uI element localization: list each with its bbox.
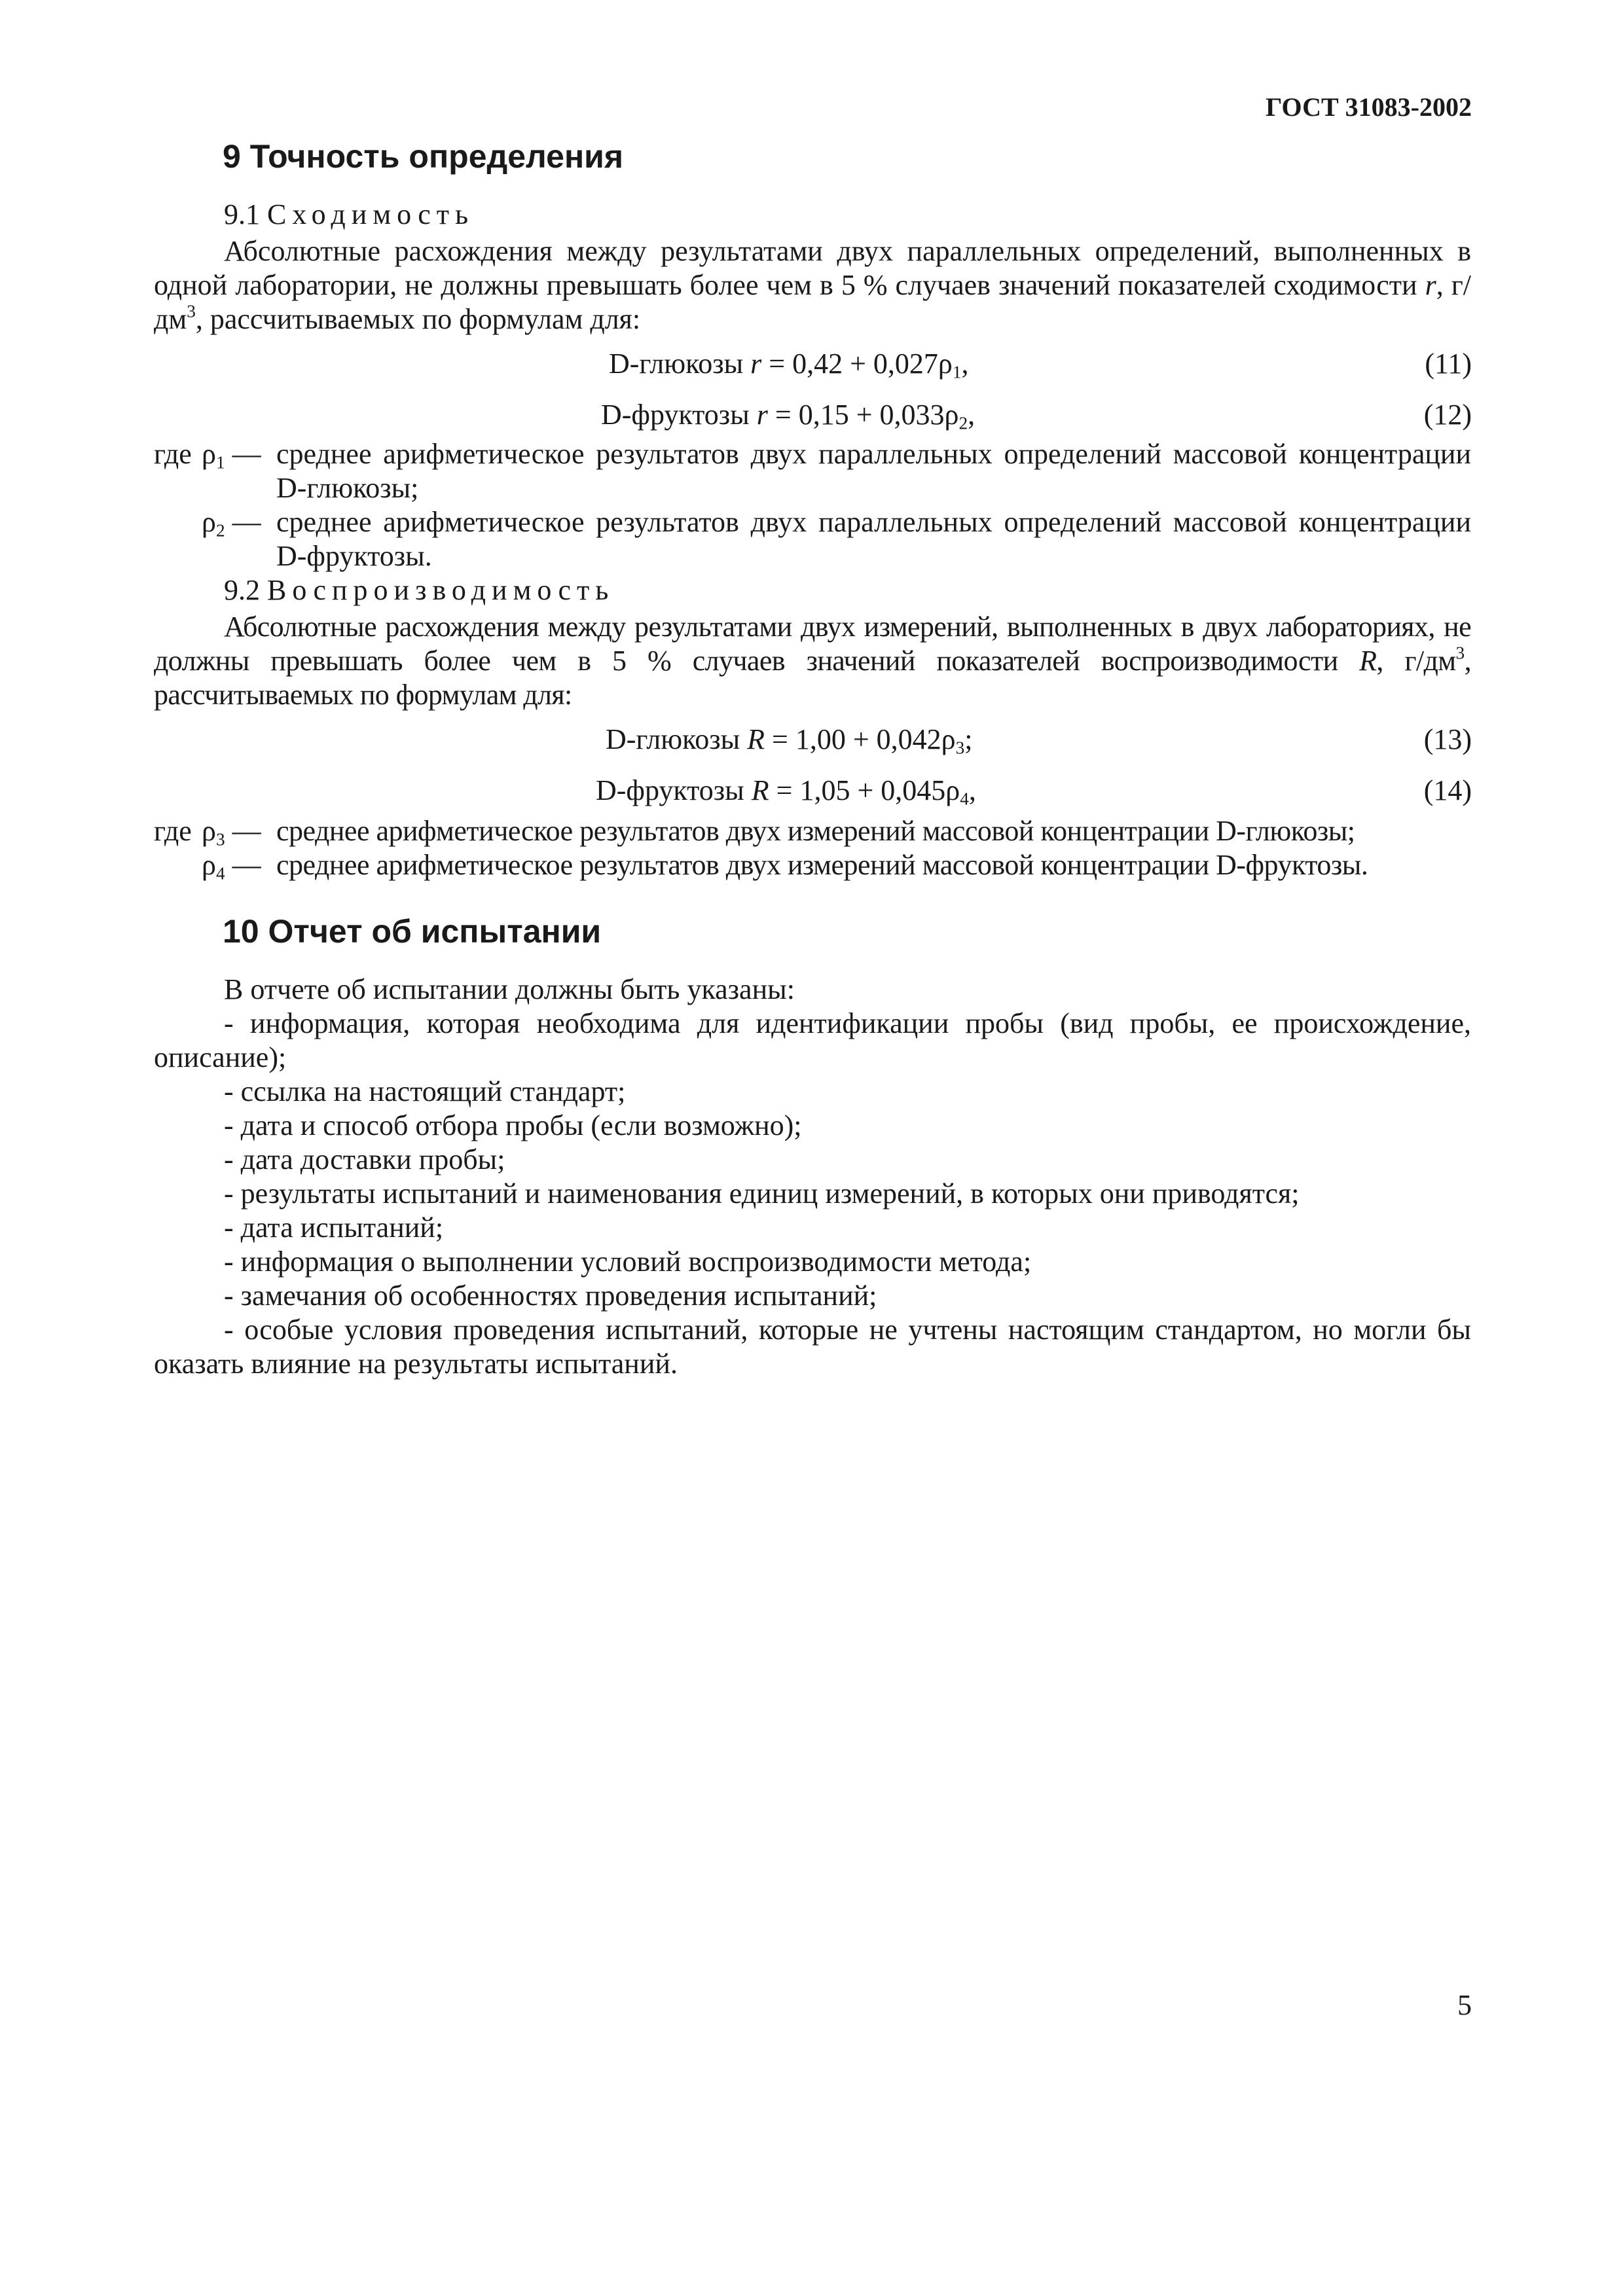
equation-number-13: (13) (1423, 723, 1472, 755)
formula-end: ; (964, 723, 973, 755)
formula-subscript: 2 (958, 413, 968, 433)
formula-14 (596, 774, 976, 807)
definition-rho3-text: среднее арифметическое результатов двух измерений массовой концентрации D-глюкозы; (276, 815, 1355, 847)
report-item: - дата доставки пробы; (224, 1143, 505, 1175)
unit: , г/дм (154, 269, 1471, 335)
em-dash: — (232, 849, 261, 881)
text-fragment: , рассчитываемых по формулам для: (154, 645, 1471, 711)
formula-11 (609, 347, 969, 380)
page-number: 5 (1457, 1989, 1472, 2021)
formula-end: , (968, 774, 976, 806)
section-9-title: 9 Точность определения (223, 138, 624, 175)
report-item: - дата и способ отбора пробы (если возможно); (224, 1109, 802, 1141)
subsection-number: 9.1 (224, 198, 260, 230)
report-intro: В отчете об испытании должны быть указаны: (224, 973, 795, 1005)
document-code: ГОСТ 31083-2002 (1266, 92, 1472, 122)
definition-rho2-text: среднее арифметическое результатов двух параллельных определений массовой концентрации D-фруктозы. (276, 506, 1471, 572)
formula-label: D-фруктозы (601, 399, 750, 431)
equation-number-11: (11) (1425, 348, 1472, 380)
definition-rho4-text: среднее арифметическое результатов двух измерений массовой концентрации D-фруктозы. (276, 849, 1368, 881)
definition-where: где (154, 438, 192, 470)
report-item: - дата испытаний; (224, 1211, 444, 1244)
definition-rho1-text: среднее арифметическое результатов двух параллельных определений массовой концентрации D-глюкозы; (276, 438, 1471, 504)
formula-subscript: 3 (955, 738, 965, 758)
formula-label: D-глюкозы (606, 723, 740, 755)
formula-end: , (961, 348, 969, 380)
subsection-title: Сходимость (267, 198, 475, 230)
report-item: - ссылка на настоящий стандарт; (224, 1075, 626, 1107)
rho-subscript: 1 (215, 452, 225, 473)
formula-rhs: = 0,15 + 0,033ρ (767, 399, 959, 431)
formula-subscript: 1 (952, 362, 962, 382)
rho-symbol: ρ (202, 849, 216, 881)
unit-exponent: 3 (1455, 643, 1465, 663)
definition-rho4-label (202, 848, 261, 882)
report-item: - информация о выполнении условий воспроизводимости метода; (224, 1246, 1032, 1278)
formula-label: D-глюкозы (609, 348, 744, 380)
report-item: - особые условия проведения испытаний, которые не учтены настоящим стандартом, но могли бы оказать влияние на результаты испытаний. (154, 1314, 1471, 1380)
formula-symbol: R (751, 774, 769, 806)
unit-exponent: 3 (187, 301, 196, 321)
equation-number-14: (14) (1423, 774, 1472, 806)
rho-subscript: 4 (215, 863, 225, 884)
symbol-R: R (1359, 645, 1377, 677)
definition-rho1-label (202, 437, 261, 471)
unit: , г/дм (1376, 645, 1456, 677)
subsection-title: Воспроизводимость (267, 574, 615, 606)
rho-symbol: ρ (202, 506, 216, 538)
text-fragment: Абсолютные расхождения между результатами двух параллельных определений, выполненных в одной лаборатории, не должны превышать более чем в 5 % случаев значений показателей сходимости (154, 235, 1471, 301)
report-item: - замечания об особенностях проведения испытаний; (224, 1280, 877, 1312)
text-fragment: Абсолютные расхождения между результатами двух измерений, выполненных в двух лабораториях, не должны превышать более чем в 5 % случаев значений показателей воспроизводимости (154, 611, 1471, 677)
formula-symbol: r (756, 399, 768, 431)
definition-where: где (154, 815, 192, 847)
formula-label: D-фруктозы (596, 774, 744, 806)
subsection-9-2-text (154, 610, 1471, 712)
subsection-9-1-text (154, 234, 1471, 336)
formula-symbol: R (747, 723, 765, 755)
formula-symbol: r (750, 348, 762, 380)
section-10-title: 10 Отчет об испытании (223, 913, 602, 950)
formula-subscript: 4 (960, 789, 969, 809)
rho-subscript: 3 (215, 829, 225, 850)
formula-end: , (968, 399, 976, 431)
definition-rho3-label (202, 814, 261, 848)
rho-symbol: ρ (202, 815, 216, 847)
rho-subscript: 2 (215, 520, 225, 541)
equation-number-12: (12) (1423, 399, 1472, 431)
formula-rhs: = 0,42 + 0,027ρ (761, 348, 953, 380)
subsection-9-2-heading (224, 573, 614, 607)
em-dash: — (232, 438, 261, 470)
rho-symbol: ρ (202, 438, 216, 470)
subsection-9-1-heading (224, 198, 474, 231)
formula-rhs: = 1,00 + 0,042ρ (765, 723, 956, 755)
em-dash: — (232, 506, 261, 538)
definition-rho2-label (202, 505, 261, 539)
formula-12 (601, 398, 975, 431)
report-item: - информация, которая необходима для идентификации пробы (вид пробы, ее происхождение, описание); (154, 1007, 1471, 1073)
text-fragment: , рассчитываемых по формулам для: (195, 303, 641, 335)
report-item: - результаты испытаний и наименования единиц измерений, в которых они приводятся; (224, 1177, 1300, 1210)
em-dash: — (232, 815, 261, 847)
subsection-number: 9.2 (224, 574, 260, 606)
symbol-r: r (1425, 269, 1436, 301)
formula-13 (606, 723, 973, 756)
formula-rhs: = 1,05 + 0,045ρ (769, 774, 960, 806)
